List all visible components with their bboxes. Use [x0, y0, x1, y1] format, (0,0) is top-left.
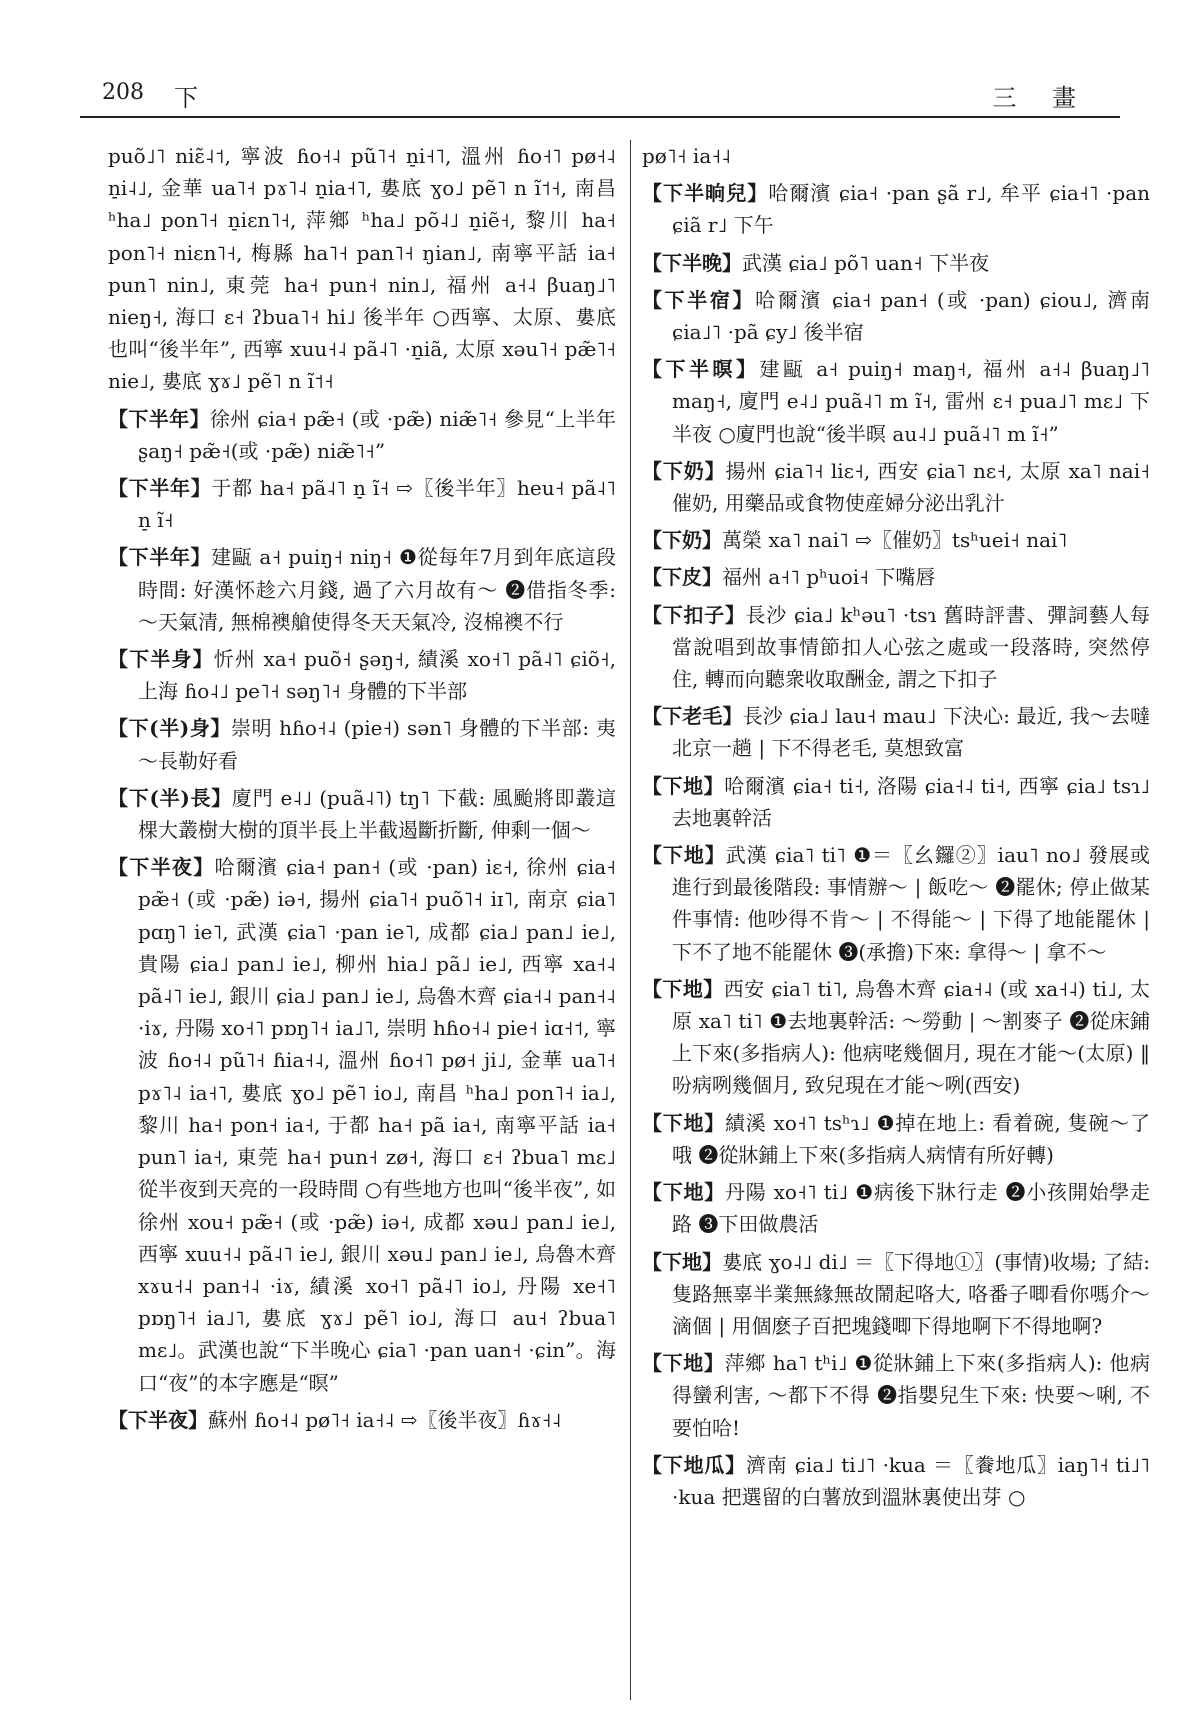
- dictionary-entry: [642, 455, 1150, 519]
- entry-text: 忻州 xa˧ puõ˧ ʂəŋ˧, 績溪 xo˧˥ pã˨˥ ɕiõ˧, 上海 ɦo˨˩ pe˥˧ səŋ˥˧ 身體的下半部: [138, 647, 616, 704]
- entry-text: 徐州 ɕia˧ pæ̃˧ (或 ·pæ̃) niæ̃˥˧ 參見“上半年 ʂaŋ˧ pæ̃˧(或 ·pæ̃) niæ̃˥˧”: [138, 406, 616, 463]
- entry-headword: 【下地】: [642, 843, 726, 868]
- dictionary-entry: [642, 1107, 1150, 1171]
- entry-headword: 【下半年】: [108, 476, 212, 501]
- left-column: [108, 140, 616, 1700]
- dictionary-entry: [642, 247, 1150, 279]
- entry-headword: 【下地】: [642, 976, 724, 1001]
- entry-text: 萬榮 xa˥ nai˥ ⇨〖催奶〗tsʰuei˧ nai˥: [722, 528, 1068, 553]
- entry-text: 建甌 a˧ puiŋ˧ maŋ˧, 福州 a˧˨ βuaŋ˩˥ maŋ˧, 廈門 e˨˩ puã˨˥ m ĩ˧, 雷州 ɛ˧ pua˩˥ mɛ˩ 下半夜 ○廈門也說“後半暝 au˨˩ puã˨˥ m ĩ˧”: [672, 357, 1150, 446]
- entry-headword: 【下半年】: [108, 406, 210, 431]
- entry-text: pø˥˧ ia˧˨: [642, 144, 731, 168]
- header-rule: [80, 116, 1120, 118]
- dictionary-entry: [642, 1176, 1150, 1240]
- entry-text: 長沙 ɕia˩ kʰəu˥ ·tsɿ 舊時評書、彈詞藝人每當說唱到故事情節扣人心弦之處或一段落時, 突然停住, 轉而向聽衆收取酬金, 謂之下扣子: [672, 602, 1150, 692]
- dictionary-entry: [108, 851, 616, 1398]
- stroke-section: 三 畫: [992, 84, 1090, 112]
- dictionary-entry: [108, 712, 616, 776]
- right-column: [642, 140, 1150, 1700]
- entry-text: 婁底 ɣo˨˩ di˩ ＝〖下得地①〗(事情)收場; 了結: 隻路無辜半業無緣無故鬧起咯大, 咯番子唧看你嗎介～滴個 | 用個麽子百把塊錢唧下得地啊下不得地啊?: [672, 1249, 1150, 1338]
- dictionary-entry: [642, 770, 1150, 834]
- dictionary-entry: [642, 561, 1150, 593]
- entry-headword: 【下地】: [642, 1249, 723, 1274]
- entry-headword: 【下半身】: [108, 647, 214, 672]
- entry-headword: 【下半晚】: [642, 250, 742, 275]
- entry-headword: 【下半晌兒】: [642, 181, 769, 206]
- entry-text: 哈爾濱 ɕia˧ pan˧ (或 ·pan) ɕiou˩, 濟南 ɕia˩˥ ·pã ɕy˩ 後半宿: [672, 287, 1150, 345]
- entry-text: 哈爾濱 ɕia˧ ti˧, 洛陽 ɕia˧˨ ti˧, 西寧 ɕia˩ tsɿ˩ 去地裏幹活: [672, 773, 1150, 830]
- entry-headword: 【下奶】: [642, 528, 722, 553]
- entry-text: 崇明 hɦo˧˨ (pie˧) sən˥ 身體的下半部: 夷～長勒好看: [138, 716, 616, 773]
- entry-text: 武漢 ɕia˩ põ˥ uan˧ 下半夜: [742, 250, 990, 275]
- entry-headword: 【下老毛】: [642, 704, 743, 729]
- dictionary-entry: [642, 524, 1150, 556]
- entry-text: 西安 ɕia˥ ti˥, 烏魯木齊 ɕia˧˨ (或 xa˧˨) ti˩, 太原 xa˥ ti˥ ❶去地裏幹活: ～勞動 | ～割麥子 ❷從床鋪上下來(多指病人): 他病咾幾個月, 現在才能～(太原) ‖ 吩病咧幾個月, 致兒現在才能～咧(西安): [672, 976, 1150, 1098]
- entry-text: 武漢 ɕia˥ ti˥ ❶＝〖幺鑼②〗iau˥ no˩ 發展或進行到最後階段: 事情辦～ | 飯吃～ ❷罷休; 停止做某件事情: 他吵得不肯～ | 不得能～ | 下得了地能罷休 | 下不了地不能罷休 ❸(承擔)下來: 拿得～ | 拿不～: [672, 843, 1150, 964]
- entry-headword: 【下地】: [642, 773, 725, 798]
- entry-headword: 【下地】: [642, 1351, 725, 1376]
- entry-headword: 【下地瓜】: [642, 1452, 746, 1477]
- dictionary-entry: [642, 1449, 1150, 1513]
- dictionary-entry: [642, 973, 1150, 1102]
- entry-headword: 【下半宿】: [642, 287, 756, 312]
- entry-text: puõ˩˥ niɛ̃˨˦, 寧波 ɦo˧˨ pũ˥˧ n̠i˧˥, 溫州 ɦo˧˥ pø˧˨ n̠i˨˩, 金華 ua˥˧ pɤ˥˨ n̠ia˧˥, 婁底 ɣo˩ pẽ˥ n ĩ˦˧, 南昌 ʰha˩ pon˥˧ n̠iɛn˥˧, 萍鄉 ʰha˩ põ˨˩ n̠iẽ˧, 黎川 ha˧ pon˥˧ niɛn˥˧, 梅縣 ha˥˧ pan˥˧ ŋian˩, 南寧平話 ia˧ pun˥ nin˩, 東莞 ha˧ pun˧ nin˩, 福州 a˧˨ βuaŋ˩˥ nieŋ˧, 海口 ɛ˧ ʔbua˥˧ hi˩ 後半年 ○西寧、太原、婁底也叫“後半年”, 西寧 xuu˧˨ pã˨˥ ·n̠iã, 太原 xəu˥˧ pæ̃˥˧ nie˩, 婁底 ɣɤ˩ pẽ˥ n ĩ˦˧: [108, 144, 616, 394]
- entry-headword: 【下扣子】: [642, 602, 746, 627]
- entry-text: 丹陽 xo˧˥ ti˩ ❶病後下牀行走 ❷小孩開始學走路 ❸下田做農活: [672, 1180, 1150, 1237]
- entry-text: 萍鄉 ha˥ tʰi˩ ❶從牀鋪上下來(多指病人): 他病得蠻利害, ～都下不得 ❷指嬰兒生下來: 快要～唎, 不要怕哈!: [672, 1351, 1150, 1440]
- dictionary-entry: [108, 403, 616, 467]
- dictionary-entry: [642, 700, 1150, 764]
- dictionary-entry: [642, 839, 1150, 968]
- dictionary-entry: [642, 1347, 1150, 1444]
- entry-headword: 【下奶】: [642, 458, 726, 483]
- entry-headword: 【下(半)身】: [108, 716, 232, 741]
- entry-headword: 【下半年】: [108, 545, 212, 570]
- entry-text: 揚州 ɕia˥˧ liɛ˧, 西安 ɕia˥ nɛ˧, 太原 xa˥ nai˧ 催奶, 用藥品或食物使産婦分泌出乳汁: [672, 458, 1150, 516]
- entry-text: 哈爾濱 ɕia˧ ·pan ʂã r˩, 牟平 ɕia˧˥ ·pan ɕiã r˩ 下午: [672, 181, 1150, 238]
- entry-text: 長沙 ɕia˩ lau˧ mau˩ 下決心: 最近, 我～去噠北京一趟 | 下不得老毛, 莫想致富: [672, 704, 1150, 761]
- entry-text: 廈門 e˨˩ (puã˨˥) tŋ˥ 下截: 風颱將即叢這棵大叢樹大樹的頂半長上半截遏斷折斷, 伸剩一個～: [138, 785, 616, 843]
- entry-text: 蘇州 ɦo˧˨ pø˥˧ ia˧˨ ⇨〖後半夜〗ɦɤ˧˨: [208, 1407, 562, 1432]
- entry-headword: 【下半夜】: [108, 1407, 208, 1432]
- dictionary-entry: [642, 353, 1150, 450]
- entry-text: 建甌 a˧ puiŋ˧ niŋ˧ ❶從每年7月到年底這段時間: 好漢怀趁六月錢, 過了六月故有～ ❷借指冬季: ～天氣清, 無棉襖艙使得冬天天氣冷, 沒棉襖不行: [138, 545, 616, 634]
- running-headword: 下: [174, 84, 198, 112]
- entry-headword: 【下半夜】: [108, 855, 215, 880]
- dictionary-entry: [108, 541, 616, 638]
- entry-text: 福州 a˧˥ pʰuoi˧ 下嘴唇: [722, 565, 936, 590]
- entry-text: 績溪 xo˧˥ tsʰɿ˩ ❶掉在地上: 看着碗, 隻碗～了哦 ❷從牀鋪上下來(多指病人病情有所好轉): [672, 1110, 1150, 1167]
- dictionary-entry: [642, 599, 1150, 696]
- dictionary-entry: [108, 782, 616, 846]
- entry-headword: 【下半暝】: [642, 357, 760, 382]
- dictionary-entry: [642, 284, 1150, 348]
- entry-headword: 【下地】: [642, 1180, 726, 1205]
- dictionary-entry: [642, 177, 1150, 241]
- entry-continuation: [642, 140, 1150, 172]
- entry-headword: 【下地】: [642, 1110, 725, 1135]
- entry-text: 于都 ha˧ pã˨˥ n̠ ĩ˧ ⇨〖後半年〗heu˧ pã˨˥ n̠ ĩ˧: [138, 476, 616, 533]
- entry-text: 哈爾濱 ɕia˧ pan˧ (或 ·pan) iɛ˧, 徐州 ɕia˧ pæ̃˧ (或 ·pæ̃) iə˧, 揚州 ɕia˥˧ puõ˥˧ iɪ˥, 南京 ɕia˥ pɑŋ˥ ie˥, 武漢 ɕia˥ ·pan ie˥, 成都 ɕia˩ pan˩ ie˩, 貴陽 ɕia˩ pan˩ ie˩, 柳州 hia˩ pã˩ ie˩, 西寧 xa˧˨ pã˨˥ ie˩, 銀川 ɕia˩ pan˩ ie˩, 烏魯木齊 ɕia˧˨ pan˧˨ ·iɤ, 丹陽 xo˧˥ pɒŋ˥˧ ia˩˥, 崇明 hɦo˧˨ pie˧ iɑ˧˦, 寧波 ɦo˧˨ pũ˥˧ ɦia˧˨, 溫州 ɦo˧˥ pø˧ ji˩, 金華 ua˥˧ pɤ˥˨ ia˧˥, 婁底 ɣo˩ pẽ˥ io˩, 南昌 ʰha˩ pon˥˧ ia˩, 黎川 ha˧ pon˧ ia˧, 于都 ha˧ pã ia˧, 南寧平話 ia˧ pun˥ ia˧, 東莞 ha˧ pun˧ zø˧, 海口 ɛ˧ ʔbua˥ mɛ˩ 從半夜到天亮的一段時間 ○有些地方也叫“後半夜”, 如徐州 xou˧ pæ̃˧ (或 ·pæ̃) iə˧, 成都 xəu˩ pan˩ ie˩, 西寧 xuu˧˨ pã˨˥ ie˩, 銀川 xəu˩ pan˩ ie˩, 烏魯木齊 xɤu˧˨ pan˧˨ ·iɤ, 績溪 xo˧˥ pã˨˥ io˩, 丹陽 xe˧˥ pɒŋ˥˧ ia˩˥, 婁底 ɣɤ˩ pẽ˥ io˩, 海口 au˧ ʔbua˥ mɛ˩。武漢也說“下半晚心 ɕia˥ ·pan uan˧ ·ɕin”。海口“夜”的本字應是“暝”: [138, 855, 616, 1395]
- entry-continuation: [108, 140, 616, 398]
- dictionary-entry: [642, 1246, 1150, 1343]
- entry-text: 濟南 ɕia˩ ti˩˥ ·kua ＝〖餋地瓜〗iaŋ˥˧ ti˩˥ ·kua 把選留的白薯放到溫牀裏使出芽 ○: [672, 1452, 1150, 1509]
- column-divider: [630, 140, 631, 1700]
- page-number: 208: [102, 80, 144, 105]
- entry-headword: 【下(半)長】: [108, 785, 233, 810]
- entry-headword: 【下皮】: [642, 565, 722, 590]
- dictionary-entry: [108, 1404, 616, 1436]
- dictionary-entry: [108, 472, 616, 536]
- dictionary-entry: [108, 643, 616, 707]
